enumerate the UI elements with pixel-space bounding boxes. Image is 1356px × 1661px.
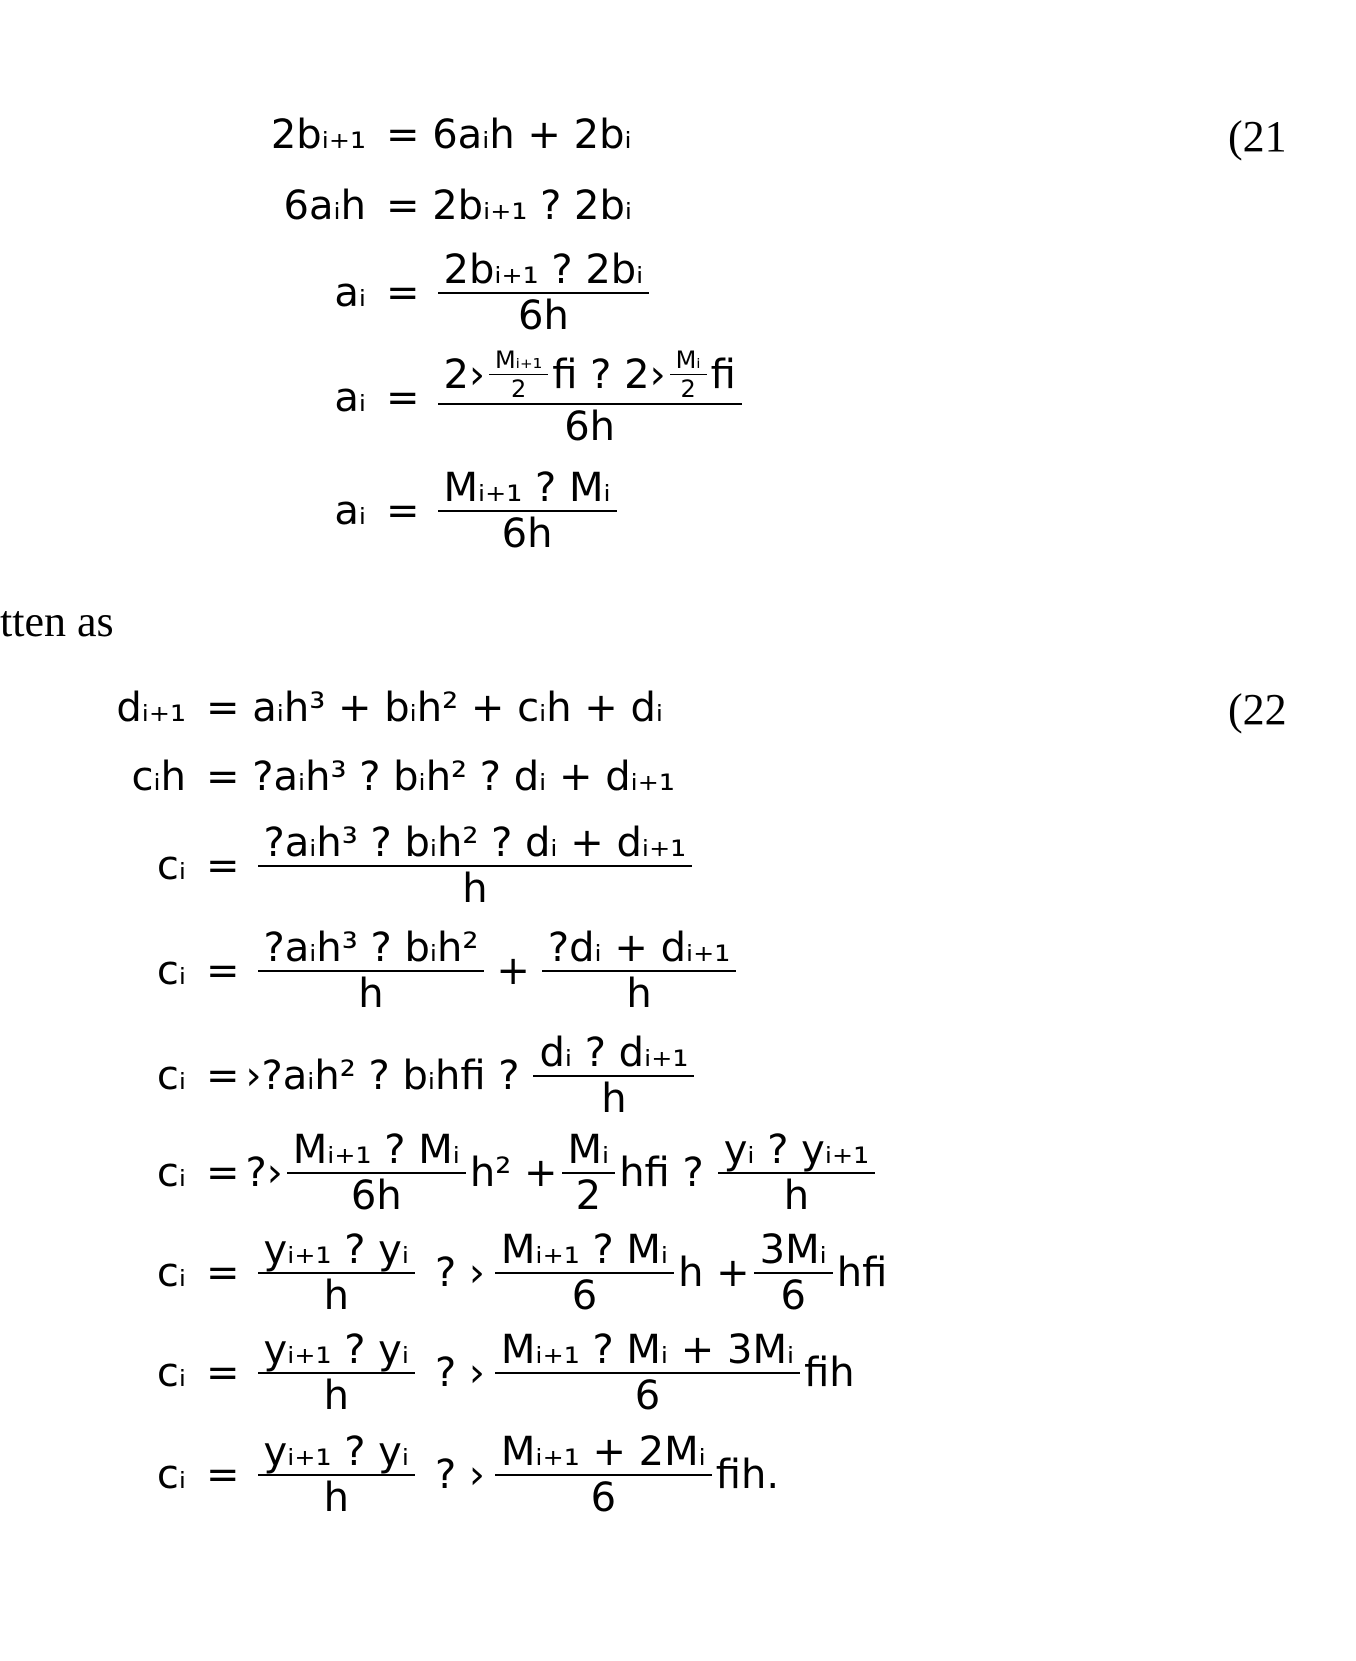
equation-line	[60, 1227, 888, 1319]
equation-lhs: cᵢ	[156, 1452, 186, 1498]
equation-line	[60, 754, 675, 800]
denominator: h	[783, 1173, 810, 1219]
equation-lhs: cᵢ	[156, 948, 186, 994]
fraction	[718, 1127, 875, 1219]
equals-sign: =	[206, 948, 240, 994]
numerator	[438, 348, 742, 405]
fraction	[258, 820, 693, 912]
denominator: 6h	[518, 293, 569, 339]
equation-text: ﬁh.	[715, 1452, 780, 1498]
equation-lhs: cᵢ	[156, 843, 186, 889]
denominator: h	[462, 866, 488, 912]
denominator: h	[323, 1373, 349, 1419]
denominator: 6h	[350, 1173, 402, 1219]
equals-sign: =	[386, 374, 420, 421]
equation-line	[60, 820, 696, 912]
denominator: h	[626, 971, 652, 1017]
equation-lhs: cᵢ	[156, 1250, 186, 1296]
denominator: 2	[680, 375, 696, 403]
numerator: yᵢ₊₁ ? yᵢ	[258, 1330, 415, 1374]
denominator: 6	[590, 1475, 617, 1521]
equals-sign: =	[206, 843, 240, 889]
numerator: yᵢ ? yᵢ₊₁	[718, 1130, 875, 1174]
equation-rhs: = ?aᵢh³ ? bᵢh² ? dᵢ + dᵢ₊₁	[206, 754, 675, 800]
equation-text: h +	[678, 1250, 750, 1296]
fraction	[495, 1227, 674, 1319]
fraction	[495, 1327, 800, 1419]
equation-rhs: = 6aᵢh + 2bᵢ	[386, 112, 632, 158]
numerator: 2bᵢ₊₁ ? 2bᵢ	[438, 250, 650, 294]
equation-line	[160, 112, 632, 158]
fraction	[258, 1227, 415, 1319]
numerator: ?aᵢh³ ? bᵢh²	[258, 928, 485, 972]
equation-lhs: dᵢ₊₁	[116, 685, 186, 731]
numerator: yᵢ₊₁ ? yᵢ	[258, 1432, 415, 1476]
equation-lhs: cᵢh	[131, 754, 186, 800]
numerator: dᵢ ? dᵢ₊₁	[533, 1033, 694, 1077]
equals-sign: =	[386, 488, 420, 534]
equation-text: hﬁ ?	[619, 1150, 704, 1196]
denominator: 6h	[501, 511, 553, 557]
equation-lhs: 6aᵢh	[283, 183, 366, 229]
operator: +	[496, 948, 530, 994]
denominator: 2	[575, 1173, 602, 1219]
fraction	[754, 1227, 833, 1319]
denominator: 6h	[564, 404, 616, 450]
denominator: 6	[634, 1373, 661, 1419]
equation-line	[60, 925, 740, 1017]
fraction	[258, 925, 485, 1017]
numerator: 3Mᵢ	[754, 1230, 833, 1274]
numerator: ?dᵢ + dᵢ₊₁	[542, 928, 736, 972]
equation-line	[60, 1127, 879, 1219]
fraction	[562, 1127, 616, 1219]
denominator: h	[601, 1076, 627, 1122]
equation-lhs: aᵢ	[334, 270, 366, 316]
denominator: h	[358, 971, 384, 1017]
equals-sign: =	[206, 1150, 240, 1196]
equation-line	[160, 465, 621, 557]
equals-sign: =	[206, 1350, 240, 1396]
numerator: Mᵢ₊₁ ? Mᵢ + 3Mᵢ	[495, 1330, 800, 1374]
numerator: ?aᵢh³ ? bᵢh² ? dᵢ + dᵢ₊₁	[258, 823, 693, 867]
denominator: h	[323, 1475, 349, 1521]
fraction	[287, 1127, 466, 1219]
equation-line	[160, 247, 653, 339]
equation-lhs: cᵢ	[156, 1350, 186, 1396]
numerator: Mᵢ₊₁ ? Mᵢ	[495, 1230, 674, 1274]
equation-lhs: cᵢ	[156, 1150, 186, 1196]
inner-fraction	[489, 348, 548, 401]
equation-text: ? ›	[434, 1250, 485, 1296]
equation-rhs: = aᵢh³ + bᵢh² + cᵢh + dᵢ	[206, 685, 664, 731]
equation-lhs: aᵢ	[334, 488, 366, 534]
equation-rhs: = 2bᵢ₊₁ ? 2bᵢ	[386, 183, 633, 229]
equation-lhs: cᵢ	[156, 1053, 186, 1099]
numerator-text: ﬁ	[710, 351, 736, 398]
denominator: 6	[571, 1273, 598, 1319]
equals-sign: =	[206, 1250, 240, 1296]
equation-line	[160, 346, 746, 450]
numerator-text: 2›	[443, 351, 485, 398]
equation-text: hﬁ	[836, 1250, 888, 1296]
equation-text: ? ›	[434, 1452, 485, 1498]
body-text: tten as	[0, 597, 114, 646]
equals-sign: =	[386, 270, 420, 316]
fraction	[258, 1429, 415, 1521]
equals-sign: =	[206, 1053, 240, 1099]
equation-text: ﬁh	[804, 1350, 855, 1396]
fraction	[438, 465, 617, 557]
fraction	[533, 1030, 694, 1122]
fraction	[438, 247, 650, 339]
equation-text: ?›	[245, 1150, 283, 1196]
equation-lhs: 2bᵢ₊₁	[270, 112, 366, 158]
equation-text: h² +	[469, 1150, 558, 1196]
inner-fraction	[670, 348, 707, 401]
equation-line	[60, 1429, 780, 1521]
numerator: Mᵢ	[670, 348, 707, 375]
fraction	[258, 1327, 415, 1419]
equation-line	[60, 1327, 855, 1419]
numerator: Mᵢ₊₁ + 2Mᵢ	[495, 1432, 712, 1476]
numerator: Mᵢ	[562, 1130, 616, 1174]
denominator: h	[323, 1273, 349, 1319]
denominator: 6	[780, 1273, 806, 1319]
numerator: yᵢ₊₁ ? yᵢ	[258, 1230, 415, 1274]
equals-sign: =	[206, 1452, 240, 1498]
numerator: Mᵢ₊₁	[489, 348, 548, 375]
numerator: Mᵢ₊₁ ? Mᵢ	[438, 468, 617, 512]
fraction	[542, 925, 736, 1017]
equation-line	[160, 183, 633, 229]
equation-number-22: (22	[1228, 685, 1287, 734]
equation-line	[60, 1030, 698, 1122]
equation-lhs: aᵢ	[334, 374, 366, 421]
equation-line	[60, 685, 664, 731]
numerator: Mᵢ₊₁ ? Mᵢ	[287, 1130, 466, 1174]
fraction	[438, 346, 742, 450]
numerator-text: ﬁ ? 2›	[552, 351, 666, 398]
equation-text: ? ›	[434, 1350, 485, 1396]
equation-number-21: (21	[1228, 112, 1287, 161]
equation-text: ›?aᵢh² ? bᵢhﬁ ?	[245, 1053, 520, 1099]
fraction	[495, 1429, 712, 1521]
denominator: 2	[510, 375, 527, 403]
